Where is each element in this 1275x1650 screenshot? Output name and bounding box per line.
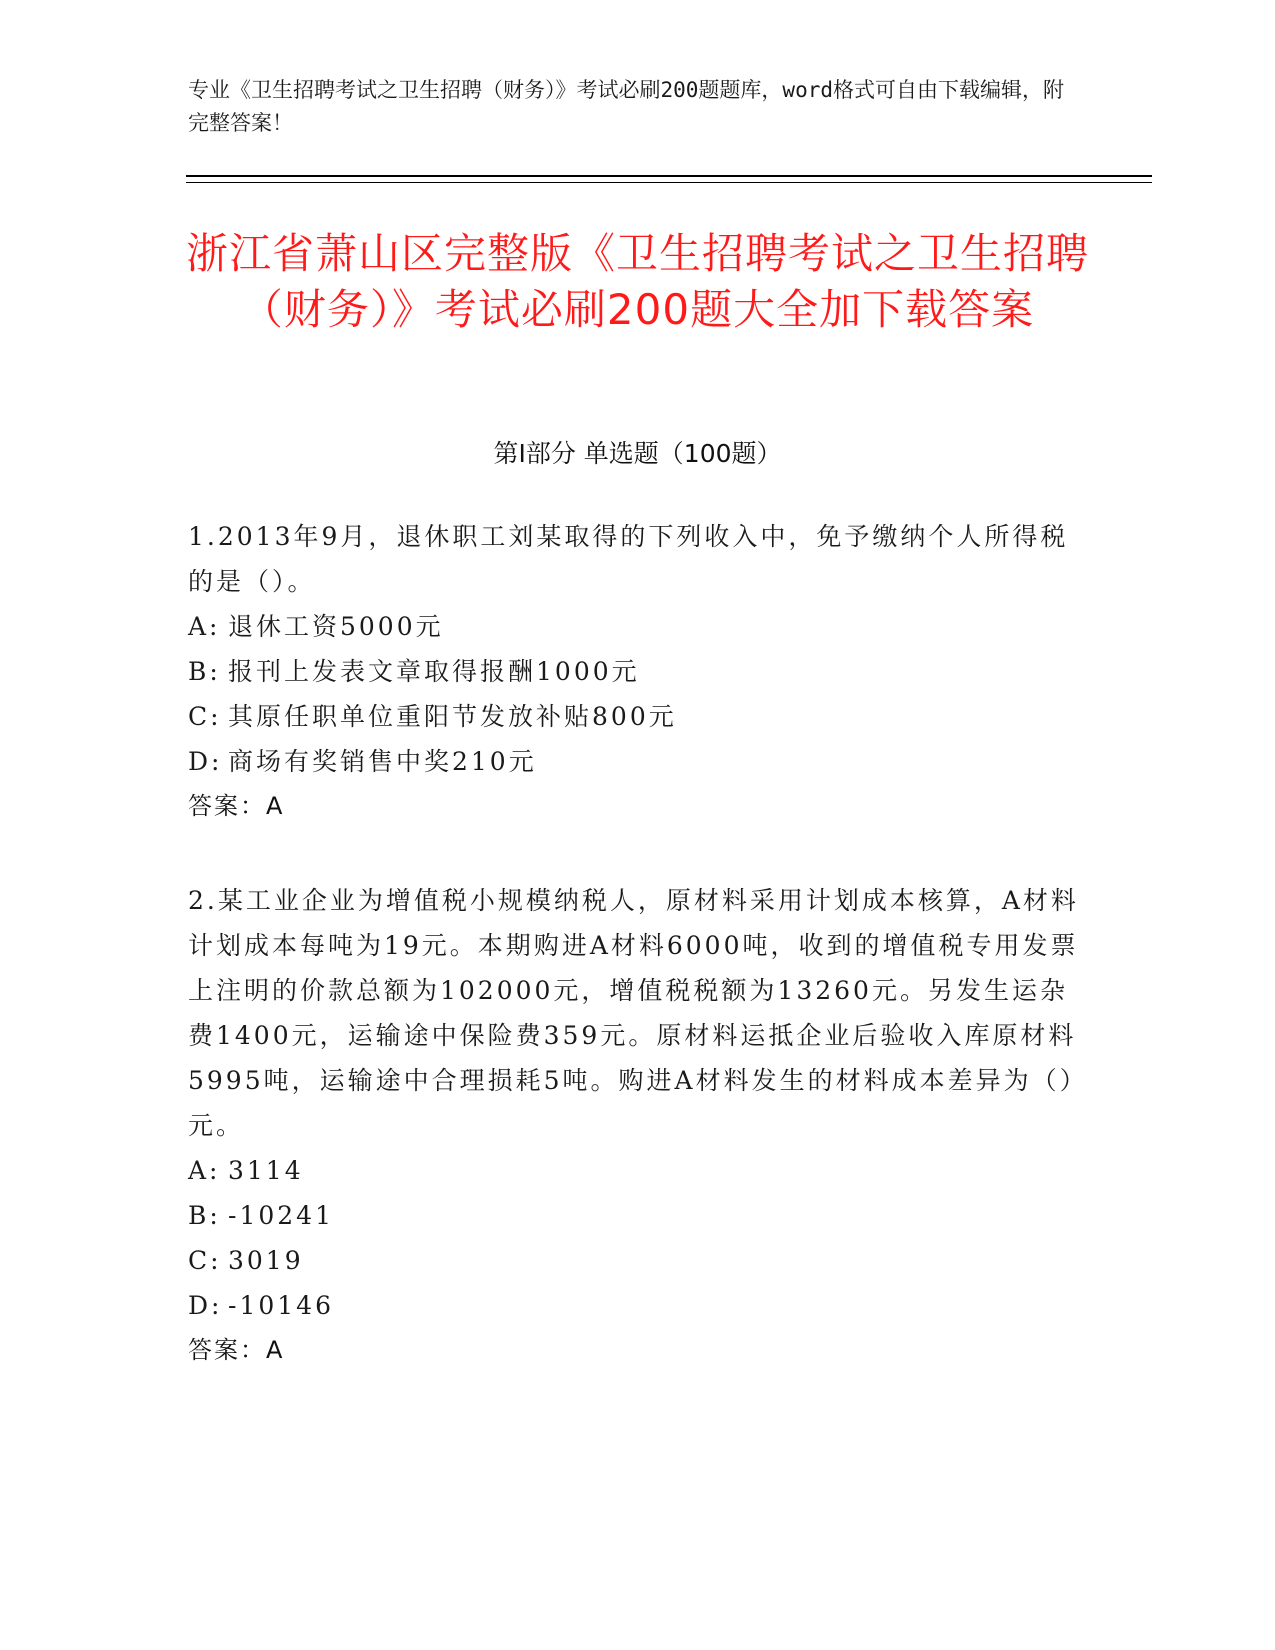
option-text: 商场有奖销售中奖210元 xyxy=(228,747,537,776)
option-b xyxy=(188,649,1088,694)
option-text: 3019 xyxy=(228,1246,304,1275)
option-text: -10146 xyxy=(228,1291,334,1320)
option-text: -10241 xyxy=(228,1201,334,1230)
section-title: 第Ⅰ部分 单选题（100题） xyxy=(493,439,782,468)
option-b xyxy=(188,1193,1088,1238)
option-letter: C: xyxy=(188,702,222,731)
option-text: 其原任职单位重阳节发放补贴800元 xyxy=(228,702,677,731)
question-stem: 2.某工业企业为增值税小规模纳税人，原材料采用计划成本核算，A材料计划成本每吨为19元。本期购进A材料6000吨，收到的增值税专用发票上注明的价款总额为102000元，增值税税额为13260元。另发生运杂费1400元，运输途中保险费359元。原材料运抵企业后验收入库原材料5995吨，运输途中合理损耗5吨。购进A材料发生的材料成本差异为（）元。 xyxy=(188,886,1088,1140)
option-a xyxy=(188,604,1088,649)
option-text: 3114 xyxy=(228,1156,304,1185)
option-c xyxy=(188,1238,1088,1283)
answer: 答案：A xyxy=(188,1336,285,1364)
document-title: 浙江省萧山区完整版《卫生招聘考试之卫生招聘（财务）》考试必刷200题大全加下载答案 xyxy=(185,229,1089,334)
option-letter: A: xyxy=(188,1156,221,1185)
option-a xyxy=(188,1148,1088,1193)
option-letter: B: xyxy=(188,1201,221,1230)
option-letter: A: xyxy=(188,612,221,641)
option-letter: D: xyxy=(188,1291,223,1320)
answer: 答案：A xyxy=(188,792,285,820)
header-note: 专业《卫生招聘考试之卫生招聘（财务）》考试必刷200题题库，word格式可自由下载编辑，附完整答案！ xyxy=(188,78,1064,135)
question-1 xyxy=(188,514,1088,829)
header-divider-thick xyxy=(186,175,1152,177)
option-c xyxy=(188,694,1088,739)
option-letter: B: xyxy=(188,657,221,686)
option-letter: D: xyxy=(188,747,223,776)
option-letter: C: xyxy=(188,1246,222,1275)
option-text: 退休工资5000元 xyxy=(228,612,444,641)
option-text: 报刊上发表文章取得报酬1000元 xyxy=(228,657,640,686)
question-stem: 1.2013年9月，退休职工刘某取得的下列收入中，免予缴纳个人所得税的是（）。 xyxy=(188,522,1069,596)
option-d xyxy=(188,739,1088,784)
header-divider-thin xyxy=(186,182,1152,183)
option-d xyxy=(188,1283,1088,1328)
question-2 xyxy=(188,878,1088,1373)
